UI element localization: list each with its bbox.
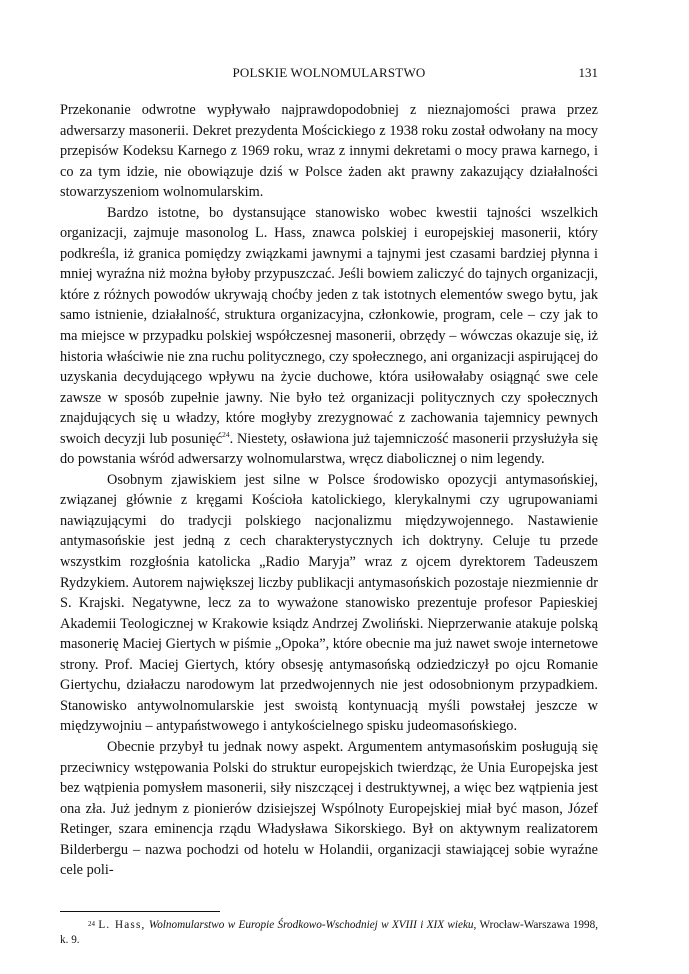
paragraph-3 <box>60 470 598 737</box>
page-number: 131 <box>578 65 598 80</box>
paragraph-3-text: Osobnym zjawiskiem jest silne w Polsce środowisko opozycji antymasońskiej, związanej głównie z kręgami Kościoła katolickiego, klerykalnymi czy ugrupowaniami nawiązującymi do tradycji polskiego nacjonalizmu międzywojennego. Nastawienie antymasońskie jest jedną z cech charakterystycznych ich doktryny. Celuje tu przede wszystkim rozgłośnia katolicka „Radio Maryja” wraz z ojcem dyrektorem Tadeuszem Rydzykiem. Autorem największej liczby publikacji antymasońskich pozostaje niezmiennie dr S. Krajski. Negatywne, lecz za to wyważone stanowisko prezentuje profesor Papieskiej Akademii Teologicznej w Krakowie ksiądz Andrzej Zwoliński. Nieprzerwanie atakuje polską masonerię Maciej Giertych w piśmie „Opoka”, które obecnie ma już nawet swoje internetowe strony. Prof. Maciej Giertych, który obsesję antymasońską odziedziczył po ojcu Romanie Giertychu, działaczu narodowym lat przedwojennych nie jest odosobnionym przypadkiem. Stanowisko antywolnomularskie jest swoistą kontynuacją myśli powstałej jeszcze w międzywojniu – antypaństwowego i antykościelnego spisku judeomasońskiego. <box>60 471 598 735</box>
paragraph-4 <box>60 737 598 881</box>
footnote-marker: 24 <box>88 920 95 928</box>
paragraph-1 <box>60 100 598 203</box>
footnote-text <box>60 918 598 948</box>
footnote-title: Wolnomularstwo w Europie Środkowo-Wschodniej w XVIII i XIX wieku, <box>148 919 477 931</box>
paragraph-2 <box>60 203 598 470</box>
paragraph-2-text-a: Bardzo istotne, bo dystansujące stanowisko wobec kwestii tajności wszelkich organizacji, zajmuje masonolog L. Hass, znawca polskiej i europejskiej masonerii, który podkreśla, iż granica pomiędzy związkami jawnymi a tajnymi jest czasami bardziej płynna i mniej wyraźna niż można byłoby przypuszczać. Jeśli bowiem zaliczyć do tajnych organizacji, które z różnych powodów ukrywają choćby jeden z tak istotnych elementów swego bytu, jak samo istnienie, działalność, struktura organizacyjna, członkowie, program, cele – czy jak to ma miejsce w przypadku polskiej współczesnej masonerii, obrzędy – wówczas okazuje się, iż historia właściwie nie zna ruchu politycznego, czy społecznego, ani organizacji aspirującej do uzyskania decydującego wpływu na życie duchowe, która usiłowałaby osiągnąć swe cele zawsze w sposób zupełnie jawny. Nie było też organizacji politycznych czy społecznych znajdujących się u władzy, które mogłyby zrezygnować z zachowania tajemnicy pewnych swoich decyzji lub posunięć <box>60 204 598 447</box>
footnote-divider <box>60 911 220 912</box>
paragraph-4-text: Obecnie przybył tu jednak nowy aspekt. Argumentem antymasońskim posługują się przeciwnicy wstępowania Polski do struktur europejskich twierdząc, że Unia Europejska jest bez wątpienia pomysłem masonerii, siły niszczącej i destruktywnej, a więc bez wątpienia jest ona zła. Już jednym z pionierów dzisiejszej Wspólnoty Europejskiej miał być mason, Józef Retinger, szara eminencja rządu Władysława Sikorskiego. Był on aktywnym realizatorem Bilderbergu – nazwa pochodzi od hotelu w Holandii, organizacji stawiającej sobie wyraźne cele poli- <box>60 738 598 879</box>
paragraph-2-text-b: . Niestety, osławiona już tajemniczość masonerii przysłużyła się do powstania wśród adwersarzy wolnomularstwa, wręcz diabolicznej o nim legendy. <box>60 430 598 468</box>
footnote-author: L. Hass, <box>98 919 146 931</box>
paragraph-1-text: Przekonanie odwrotne wypływało najprawdopodobniej z nieznajomości prawa przez adwersarzy masonerii. Dekret prezydenta Mościckiego z 1938 roku został odwołany na mocy przepisów Kodeksu Karnego z 1969 roku, wraz z innymi dekretami o mocy prawa karnego, i co za tym idzie, nie obowiązuje dziś w Polsce żaden akt prawny zakazujący działalności stowarzyszeniom wolnomularskim. <box>60 102 598 201</box>
main-text <box>60 100 598 881</box>
footnote-publication: Wrocław-Warszawa 1998, k. 9. <box>60 919 598 946</box>
footnote <box>60 918 598 948</box>
footnote-reference: 24 <box>222 429 230 439</box>
running-title: POLSKIE WOLNOMULARSTWO <box>232 65 426 80</box>
